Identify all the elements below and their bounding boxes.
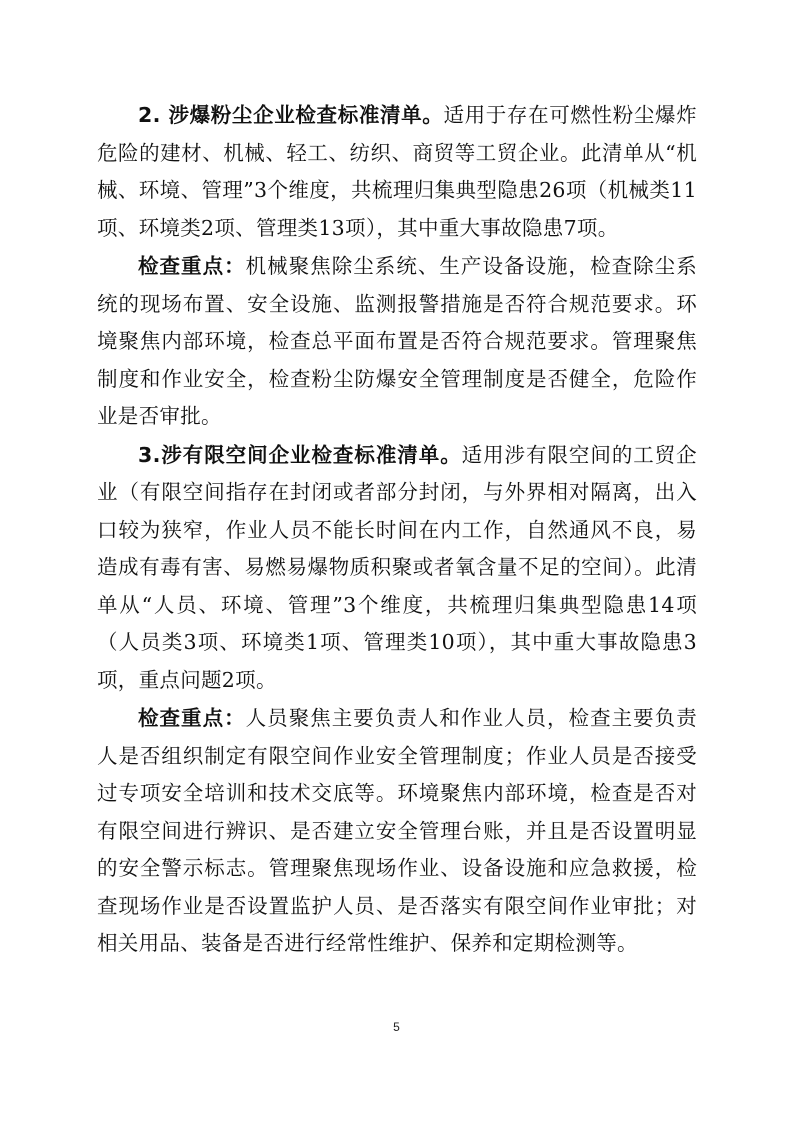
paragraph-text: 机械聚焦除尘系统、生产设备设施，检查除尘系统的现场布置、安全设施、监测报警措施是否符合规范要求。环境聚焦内部环境，检查总平面布置是否符合规范要求。管理聚焦制度和作业安全，检查粉尘防爆安全管理制度是否健全，危险作业是否审批。 — [97, 254, 697, 428]
paragraph-text: 人员聚焦主要负责人和作业人员，检查主要负责人是否组织制定有限空间作业安全管理制度；作业人员是否接受过专项安全培训和技术交底等。环境聚焦内部环境，检查是否对有限空间进行辨识、是否建立安全管理台账，并且是否设置明显的安全警示标志。管理聚焦现场作业、设备设施和应急救援，检查现场作业是否设置监护人员、是否落实有限空间作业审批；对相关用品、装备是否进行经常性维护、保养和定期检测等。 — [97, 706, 697, 955]
paragraph-dust-explosion-list — [97, 97, 697, 247]
paragraph-heading: 2. 涉爆粉尘企业检查标准清单。 — [138, 103, 444, 127]
paragraph-text: 适用于存在可燃性粉尘爆炸危险的建材、机械、轻工、纺织、商贸等工贸企业。此清单从“机械、环境、管理”3个维度，共梳理归集典型隐患26项（机械类11项、环境类2项、管理类13项），其中重大事故隐患7项。 — [97, 103, 697, 240]
paragraph-confined-space-focus — [97, 700, 697, 963]
page-number: 5 — [393, 1020, 400, 1034]
paragraph-text: 适用涉有限空间的工贸企业（有限空间指存在封闭或者部分封闭，与外界相对隔离，出入口较为狭窄，作业人员不能长时间在内工作，自然通风不良，易造成有毒有害、易燃易爆物质积聚或者氧含量不足的空间）。此清单从“人员、环境、管理”3个维度，共梳理归集典型隐患14项（人员类3项、环境类1项、管理类10项），其中重大事故隐患3项，重点问题2项。 — [97, 442, 697, 692]
document-body — [97, 97, 697, 963]
paragraph-heading: 检查重点： — [138, 254, 246, 278]
paragraph-dust-inspection-focus — [97, 248, 697, 436]
paragraph-heading: 检查重点： — [138, 706, 246, 730]
paragraph-confined-space-list — [97, 437, 697, 700]
paragraph-heading: 3.涉有限空间企业检查标准清单。 — [138, 442, 462, 467]
